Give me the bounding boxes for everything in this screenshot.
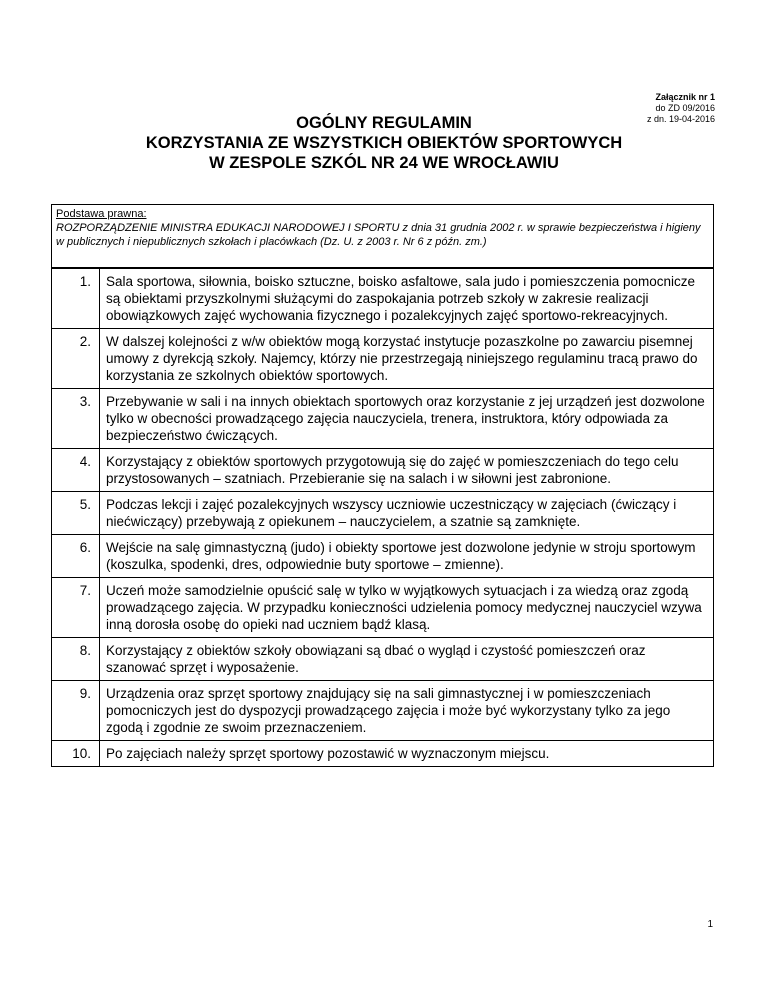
annex-reference: do ZD 09/2016 xyxy=(655,103,715,113)
rule-text: Urządzenia oraz sprzęt sportowy znajdujący się na sali gimnastycznej i w pomieszczeniach pomocniczych jest do dyspozycji prowadzącego zajęcia i może być wykorzystany tylko za jego zgodą i zgodnie ze swoim przeznaczeniem. xyxy=(100,681,714,741)
rule-number: 7. xyxy=(52,578,100,638)
rule-number: 9. xyxy=(52,681,100,741)
rule-row xyxy=(52,741,714,767)
rule-row xyxy=(52,329,714,389)
rule-number: 8. xyxy=(52,638,100,681)
legal-basis-text: ROZPORZĄDZENIE MINISTRA EDUKACJI NARODOWEJ I SPORTU z dnia 31 grudnia 2002 r. w sprawie bezpieczeństwa i higieny w publicznych i niepublicznych szkołach i placówkach (Dz. U. z 2003 r. Nr 6 z późn. zm.) xyxy=(56,222,701,248)
rule-text: Po zajęciach należy sprzęt sportowy pozostawić w wyznaczonym miejscu. xyxy=(100,741,714,767)
page-number: 1 xyxy=(707,919,713,930)
rule-number: 1. xyxy=(52,269,100,329)
legal-basis-box xyxy=(51,204,714,268)
rule-text: Korzystający z obiektów szkoły obowiązani są dbać o wygląd i czystość pomieszczeń oraz szanować sprzęt i wyposażenie. xyxy=(100,638,714,681)
rule-text: Wejście na salę gimnastyczną (judo) i obiekty sportowe jest dozwolone jedynie w stroju sportowym (koszulka, spodenki, dres, odpowiednie buty sportowe – zmienne). xyxy=(100,535,714,578)
rule-text: Przebywanie w sali i na innych obiektach sportowych oraz korzystanie z jej urządzeń jest dozwolone tylko w obecności prowadzącego zajęcia nauczyciela, trenera, instruktora, który odpowiada za bezpieczeństwo ćwiczących. xyxy=(100,389,714,449)
rule-row xyxy=(52,535,714,578)
rule-row xyxy=(52,578,714,638)
annex-date: z dn. 19-04-2016 xyxy=(646,114,715,124)
legal-basis-label: Podstawa prawna: xyxy=(56,208,147,220)
title-line-3: W ZESPOLE SZKÓL NR 24 WE WROCŁAWIU xyxy=(209,154,559,172)
rule-text: Korzystający z obiektów sportowych przygotowują się do zajęć w pomieszczeniach do tego celu przystosowanych – szatniach. Przebieranie się na salach i w siłowni jest zabronione. xyxy=(100,449,714,492)
rule-row xyxy=(52,681,714,741)
annex-number: Załącznik nr 1 xyxy=(655,92,715,102)
rule-number: 10. xyxy=(52,741,100,767)
rule-row xyxy=(52,492,714,535)
rule-number: 4. xyxy=(52,449,100,492)
rule-number: 2. xyxy=(52,329,100,389)
rule-number: 5. xyxy=(52,492,100,535)
rule-text: Sala sportowa, siłownia, boisko sztuczne, boisko asfaltowe, sala judo i pomieszczenia pomocnicze są obiektami przyszkolnymi służącymi do zaspokajania potrzeb szkoły w zakresie realizacji obowiązkowych zajęć wychowania fizycznego i pozalekcyjnych zajęć sportowo-rekreacyjnych. xyxy=(100,269,714,329)
rule-text: Podczas lekcji i zajęć pozalekcyjnych wszyscy uczniowie uczestniczący w zajęciach (ćwiczący i niećwiczący) przebywają z opiekunem – nauczycielem, a szatnie są zamknięte. xyxy=(100,492,714,535)
rule-text: Uczeń może samodzielnie opuścić salę w tylko w wyjątkowych sytuacjach i za wiedzą oraz zgodą prowadzącego zajęcia. W przypadku konieczności udzielenia pomocy medycznej nauczyciel wzywa inną dorosła osobę do opieki nad uczniem bądź klasą. xyxy=(100,578,714,638)
rule-text: W dalszej kolejności z w/w obiektów mogą korzystać instytucje pozaszkolne po zawarciu pisemnej umowy z dyrekcją szkoły. Najemcy, którzy nie przestrzegają niniejszego regulaminu tracą prawo do korzystania ze szkolnych obiektów sportowych. xyxy=(100,329,714,389)
rule-number: 3. xyxy=(52,389,100,449)
rule-number: 6. xyxy=(52,535,100,578)
rule-row xyxy=(52,269,714,329)
rule-row xyxy=(52,389,714,449)
rule-row xyxy=(52,638,714,681)
document-title xyxy=(0,113,768,173)
title-line-1: OGÓLNY REGULAMIN xyxy=(296,114,472,132)
title-line-2: KORZYSTANIA ZE WSZYSTKICH OBIEKTÓW SPORTOWYCH xyxy=(145,134,623,152)
rules-table xyxy=(51,268,714,767)
rule-row xyxy=(52,449,714,492)
